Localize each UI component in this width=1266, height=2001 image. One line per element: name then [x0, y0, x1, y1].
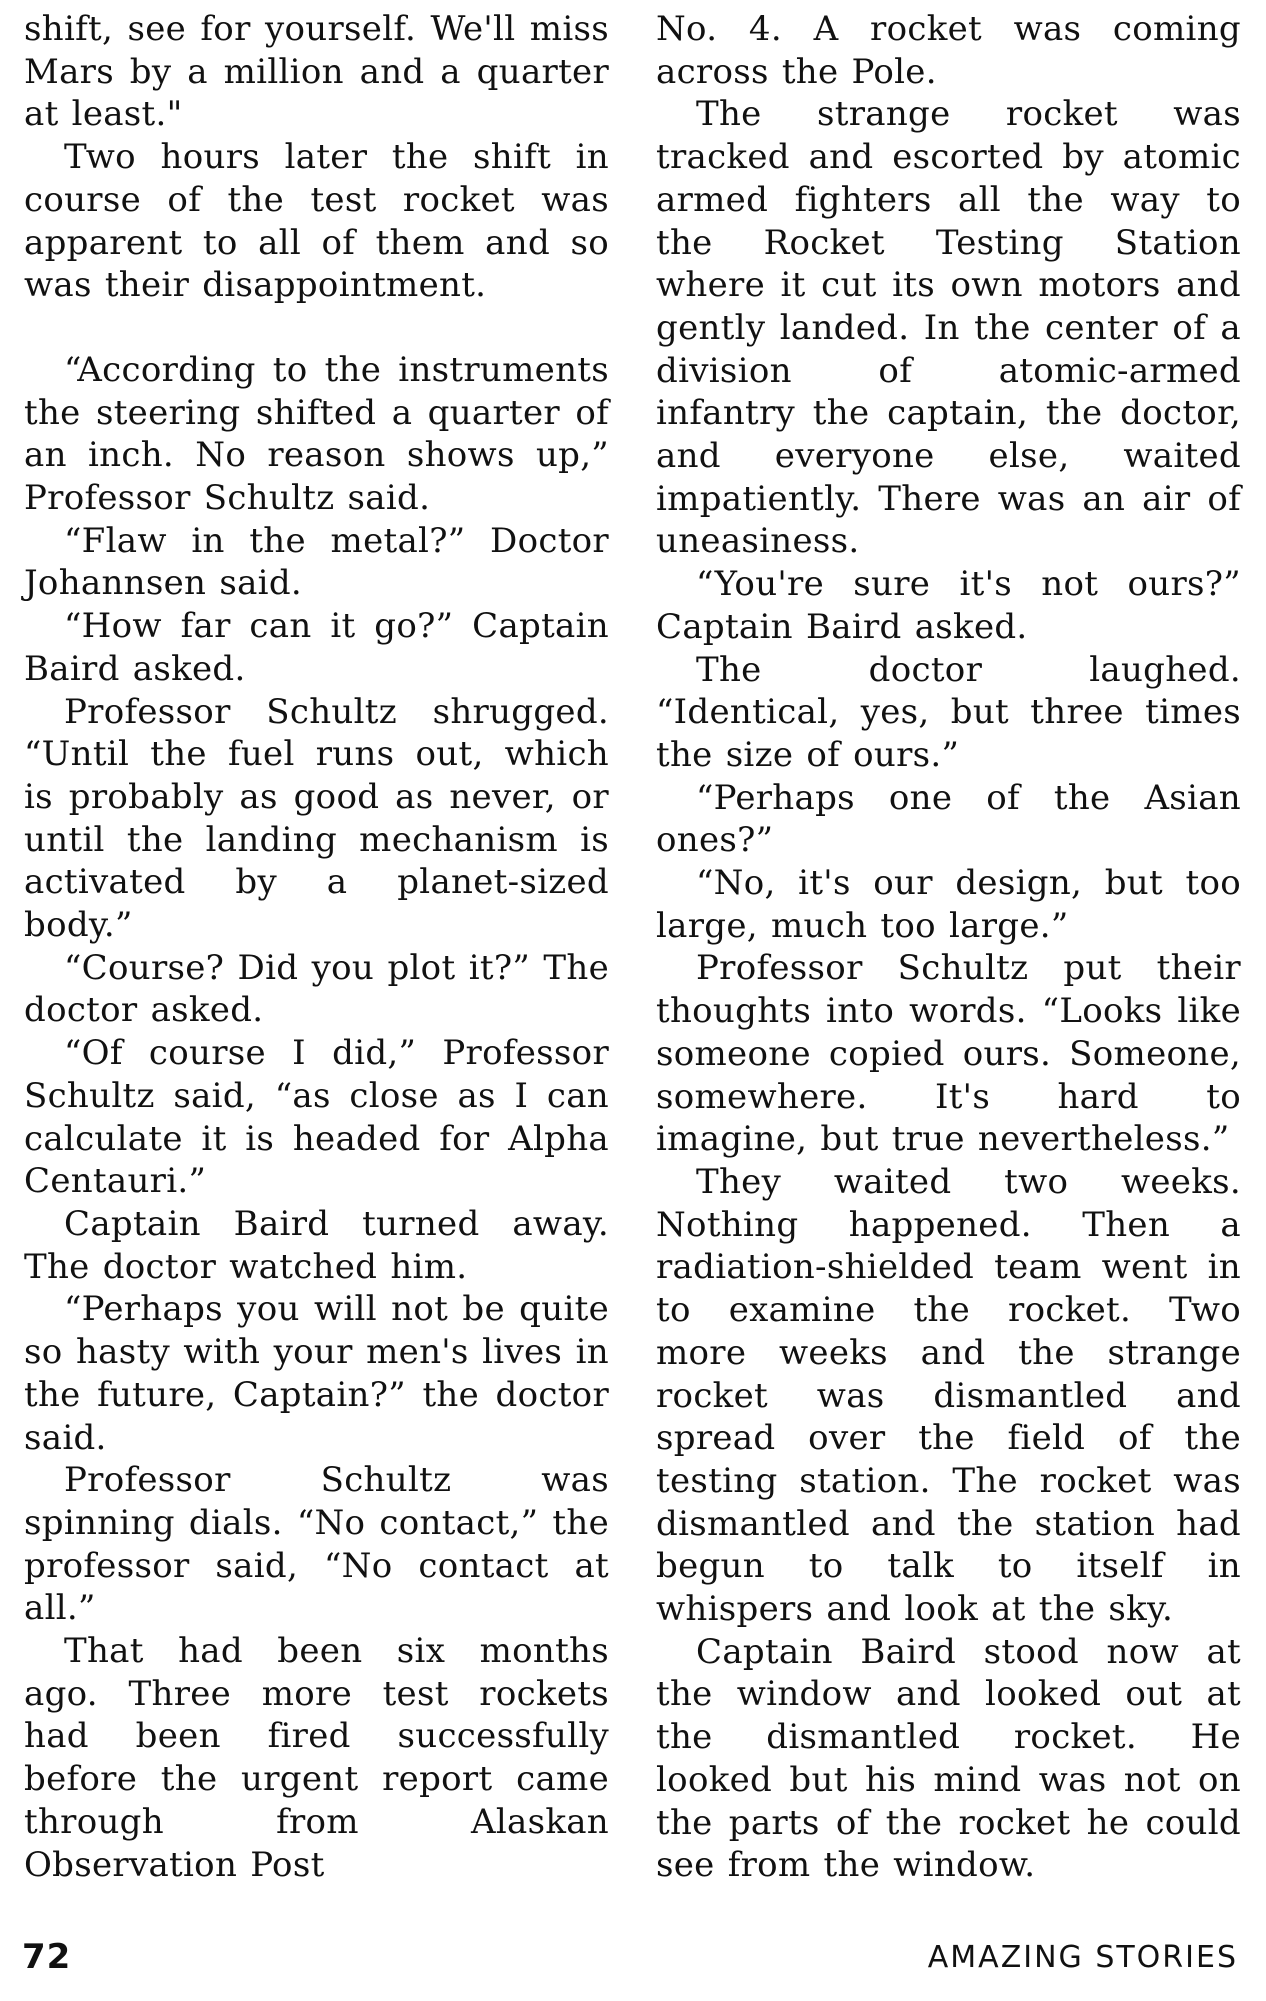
paragraph: “According to the instruments the steering shifted a quarter of an inch. No reason shows up,” Professor Schultz said. [24, 349, 609, 519]
paragraph: “Perhaps one of the Asian ones?” [656, 777, 1241, 861]
right-column [656, 8, 1241, 1887]
paragraph: The strange rocket was tracked and escorted by atomic armed fighters all the way to the Rocket Testing Station where it cut its own motors and gently landed. In the center of a division of atomic-armed infantry the captain, the doctor, and everyone else, waited impatiently. There was an air of uneasiness. [656, 94, 1241, 562]
paragraph: Captain Baird stood now at the window and looked out at the dismantled rocket. He looked but his mind was not on the parts of the rocket he could see from the window. [656, 1631, 1241, 1886]
paragraph: Professor Schultz was spinning dials. “No contact,” the professor said, “No contact at all.” [24, 1460, 609, 1629]
paragraph: Professor Schultz put their thoughts into words. “Looks like someone copied ours. Someone, somewhere. It's hard to imagine, but true nevertheless.” [656, 948, 1241, 1160]
paragraph: That had been six months ago. Three more test rockets had been fired successfully before the urgent report came through from Alaskan Observation Post [24, 1631, 609, 1885]
paragraph: “Flaw in the metal?” Doctor Johannsen said. [24, 520, 609, 604]
paragraph: “Of course I did,” Professor Schultz said, “as close as I can calculate it is headed for Alpha Centauri.” [24, 1033, 609, 1202]
paragraph: Captain Baird turned away. The doctor watched him. [24, 1203, 609, 1287]
paragraph: Professor Schultz shrugged. “Until the fuel runs out, which is probably as good as never, or until the landing mechanism is activated by a planet-sized body.” [24, 691, 609, 946]
paragraph: Two hours later the shift in course of the test rocket was apparent to all of them and so was their disappointment. [24, 137, 609, 306]
paragraph: “How far can it go?” Captain Baird asked. [24, 606, 609, 689]
paragraph: “No, it's our design, but too large, much too large.” [656, 863, 1241, 946]
paragraph: No. 4. A rocket was coming across the Pole. [656, 9, 1241, 92]
paragraph: “Perhaps you will not be quite so hasty with your men's lives in the future, Captain?” the doctor said. [24, 1289, 609, 1458]
magazine-title: AMAZING STORIES [927, 1940, 1238, 1975]
left-column [24, 8, 609, 1886]
paragraph: The doctor laughed. “Identical, yes, but three times the size of ours.” [656, 649, 1241, 775]
page-number: 72 [22, 1937, 72, 1977]
paragraph: “Course? Did you plot it?” The doctor asked. [24, 947, 609, 1031]
paragraph: “You're sure it's not ours?” Captain Baird asked. [656, 564, 1241, 647]
paragraph: shift, see for yourself. We'll miss Mars by a million and a quarter at least." [24, 9, 609, 135]
paragraph: They waited two weeks. Nothing happened. Then a radiation-shielded team went in to examine the rocket. Two more weeks and the strange rocket was dismantled and spread over the field of the testing station. The rocket was dismantled and the station had begun to talk to itself in whispers and look at the sky. [656, 1161, 1241, 1630]
